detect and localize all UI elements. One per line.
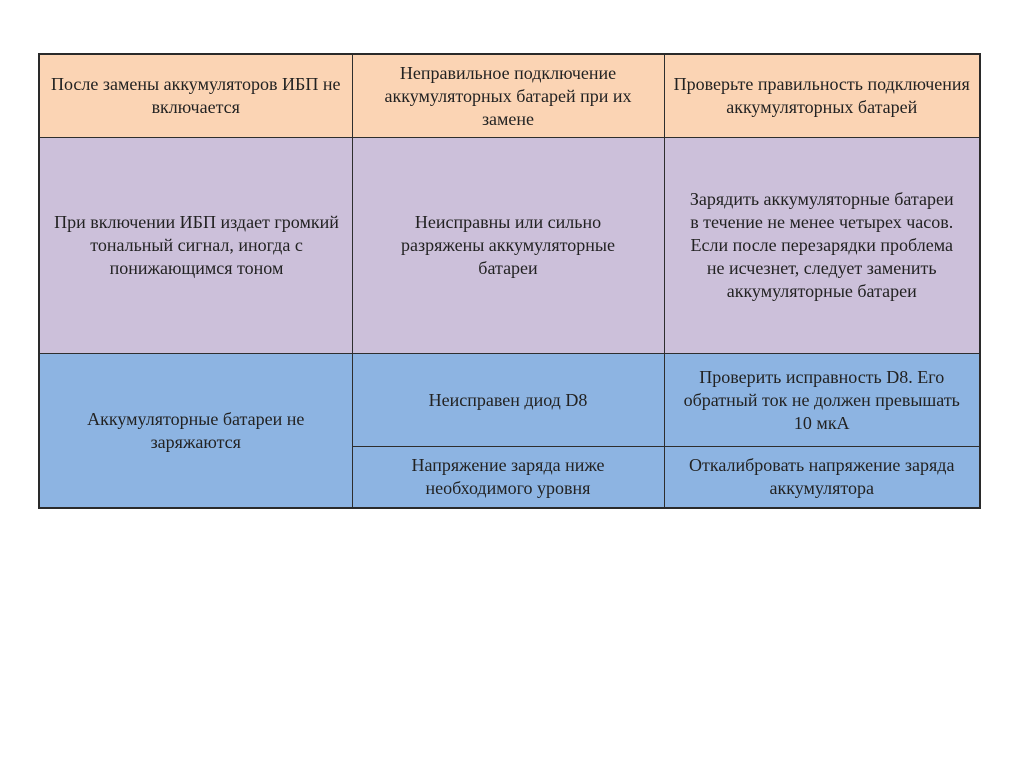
table-row — [39, 138, 980, 354]
solution-cell — [664, 54, 980, 138]
cause-text: Неисправны или сильно разряжены аккумуляторные батареи — [401, 212, 615, 278]
problem-text: После замены аккумуляторов ИБП не включается — [50, 74, 341, 117]
cause-cell — [352, 138, 664, 354]
solution-cell — [664, 447, 980, 509]
problem-cell — [39, 138, 352, 354]
problem-text: Аккумуляторные батареи не заряжаются — [87, 408, 305, 452]
cause-text: Напряжение заряда ниже необходимого уровня — [411, 455, 605, 498]
table-row — [39, 354, 980, 447]
troubleshooting-table — [38, 53, 981, 509]
solution-text: Проверить исправность D8. Его обратный ток не должен превышать 10 мкА — [683, 366, 960, 433]
solution-cell — [664, 138, 980, 354]
cause-cell — [352, 54, 664, 138]
cause-cell — [352, 447, 664, 509]
solution-cell — [664, 354, 980, 447]
solution-text: Откалибровать напряжение заряда аккумулятора — [689, 455, 955, 498]
cause-cell — [352, 354, 664, 447]
problem-cell — [39, 54, 352, 138]
table-row — [39, 54, 980, 138]
problem-text: При включении ИБП издает громкий тональный сигнал, иногда с понижающимся тоном — [54, 212, 339, 278]
solution-text: Зарядить аккумуляторные батареи в течение не менее четырех часов. Если после перезарядки проблема не исчезнет, следует заменить аккумуляторные батареи — [689, 189, 954, 301]
solution-text: Проверьте правильность подключения аккумуляторных батарей — [673, 74, 970, 117]
cause-text: Неисправен диод D8 — [428, 389, 588, 410]
problem-cell — [39, 354, 352, 509]
cause-text: Неправильное подключение аккумуляторных батарей при их замене — [384, 62, 632, 129]
